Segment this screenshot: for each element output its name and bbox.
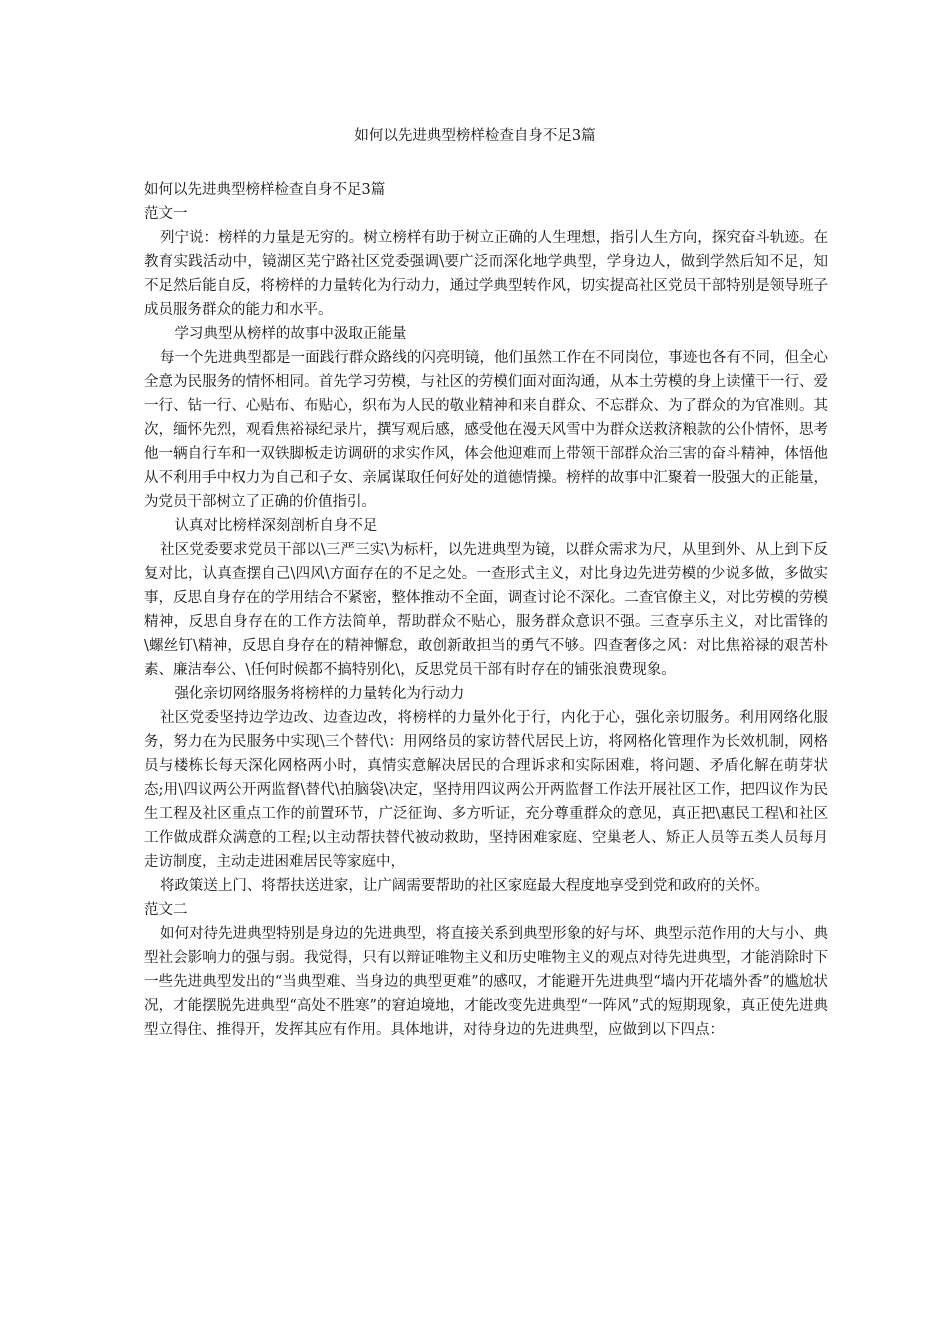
document-body: [144, 178, 828, 1042]
section-heading: 强化亲切网络服务将榜样的力量转化为行动力: [174, 686, 465, 702]
section-heading: 学习典型从榜样的故事中汲取正能量: [174, 326, 407, 342]
document-subtitle: 如何以先进典型榜样检查自身不足3篇: [144, 182, 386, 198]
paragraph: 社区党委要求党员干部以\三严三实\为标杆，以先进典型为镜，以群众需求为尺，从里到外、从上到下反复对比，认真查摆自己\四风\方面存在的不足之处。一查形式主义，对比身边先进劳模的少说多做，多做实事，反思自身存在的学用结合不紧密，整体推动不全面，调查讨论不深化。二查官僚主义，对比劳模的劳模精神，反思自身存在的工作方法简单，帮助群众不贴心，服务群众意识不强。三查享乐主义，对比雷锋的\螺丝钉\精神，反思自身存在的精神懈怠，敢创新敢担当的勇气不够。四查奢侈之风：对比焦裕禄的艰苦朴素、廉洁奉公、\任何时候都不搞特别化\，反思党员干部有时存在的铺张浪费现象。: [144, 542, 828, 678]
document-title: 如何以先进典型榜样检查自身不足3篇: [354, 128, 596, 144]
section-label-2: 范文二: [144, 902, 188, 918]
section-label-1: 范文一: [144, 206, 188, 222]
paragraph: 每一个先进典型都是一面践行群众路线的闪亮明镜，他们虽然工作在不同岗位，事迹也各有不同，但全心全意为民服务的情怀相同。首先学习劳模，与社区的劳模们面对面沟通，从本土劳模的身上读懂干一行、爱一行、钻一行、心贴布、布贴心，织布为人民的敬业精神和来自群众、不忘群众、为了群众的为官准则。其次，缅怀先烈，观看焦裕禄纪录片，撰写观后感，感受他在漫天风雪中为群众送救济粮款的公仆情怀，思考他一辆自行车和一双铁脚板走访调研的求实作风，体会他迎难而上带领干部群众治三害的奋斗精神，体悟他从不利用手中权力为自己和子女、亲属谋取任何好处的道德情操。榜样的故事中汇聚着一股强大的正能量，为党员干部树立了正确的价值指引。: [144, 350, 828, 510]
paragraph: 列宁说：榜样的力量是无穷的。树立榜样有助于树立正确的人生理想，指引人生方向，探究奋斗轨迹。在教育实践活动中，镜湖区芜宁路社区党委强调\要广泛而深化地学典型，学身边人，做到学然后知不足，知不足然后能自反，将榜样的力量转化为行动力，通过学典型转作风，切实提高社区党员干部特别是领导班子成员服务群众的能力和水平。: [144, 230, 828, 318]
paragraph: 如何对待先进典型特别是身边的先进典型，将直接关系到典型形象的好与坏、典型示范作用的大与小、典型社会影响力的强与弱。我觉得，只有以辩证唯物主义和历史唯物主义的观点对待先进典型，才能消除时下一些先进典型发出的“当典型难、当身边的典型更难”的感叹，才能避开先进典型“墙内开花墙外香”的尴尬状况，才能摆脱先进典型“高处不胜寒”的窘迫境地，才能改变先进典型“一阵风”式的短期现象，真正使先进典型立得住、推得开，发挥其应有作用。具体地讲，对待身边的先进典型，应做到以下四点：: [144, 926, 828, 1038]
paragraph: 将政策送上门、将帮扶送进家，让广阔需要帮助的社区家庭最大程度地享受到党和政府的关怀。: [159, 878, 769, 894]
section-heading: 认真对比榜样深刻剖析自身不足: [174, 518, 378, 534]
paragraph: 社区党委坚持边学边改、边查边改，将榜样的力量外化于行，内化于心，强化亲切服务。利用网络化服务，努力在为民服务中实现\三个替代\：用网络员的家访替代居民上访，将网格化管理作为长效机制，网格员与楼栋长每天深化网格两小时，真情实意解决居民的合理诉求和实际困难，将问题、矛盾化解在萌芽状态;用\四议两公开两监督\替代\拍脑袋\决定，坚持用四议两公开两监督工作法开展社区工作，把四议作为民生工程及社区重点工作的前置环节，广泛征询、多方听证，充分尊重群众的意见，真正把\惠民工程\和社区工作做成群众满意的工程;以主动帮扶替代被动救助，坚持困难家庭、空巢老人、矫正人员等五类人员每月走访制度，主动走进困难居民等家庭中，: [144, 710, 828, 870]
